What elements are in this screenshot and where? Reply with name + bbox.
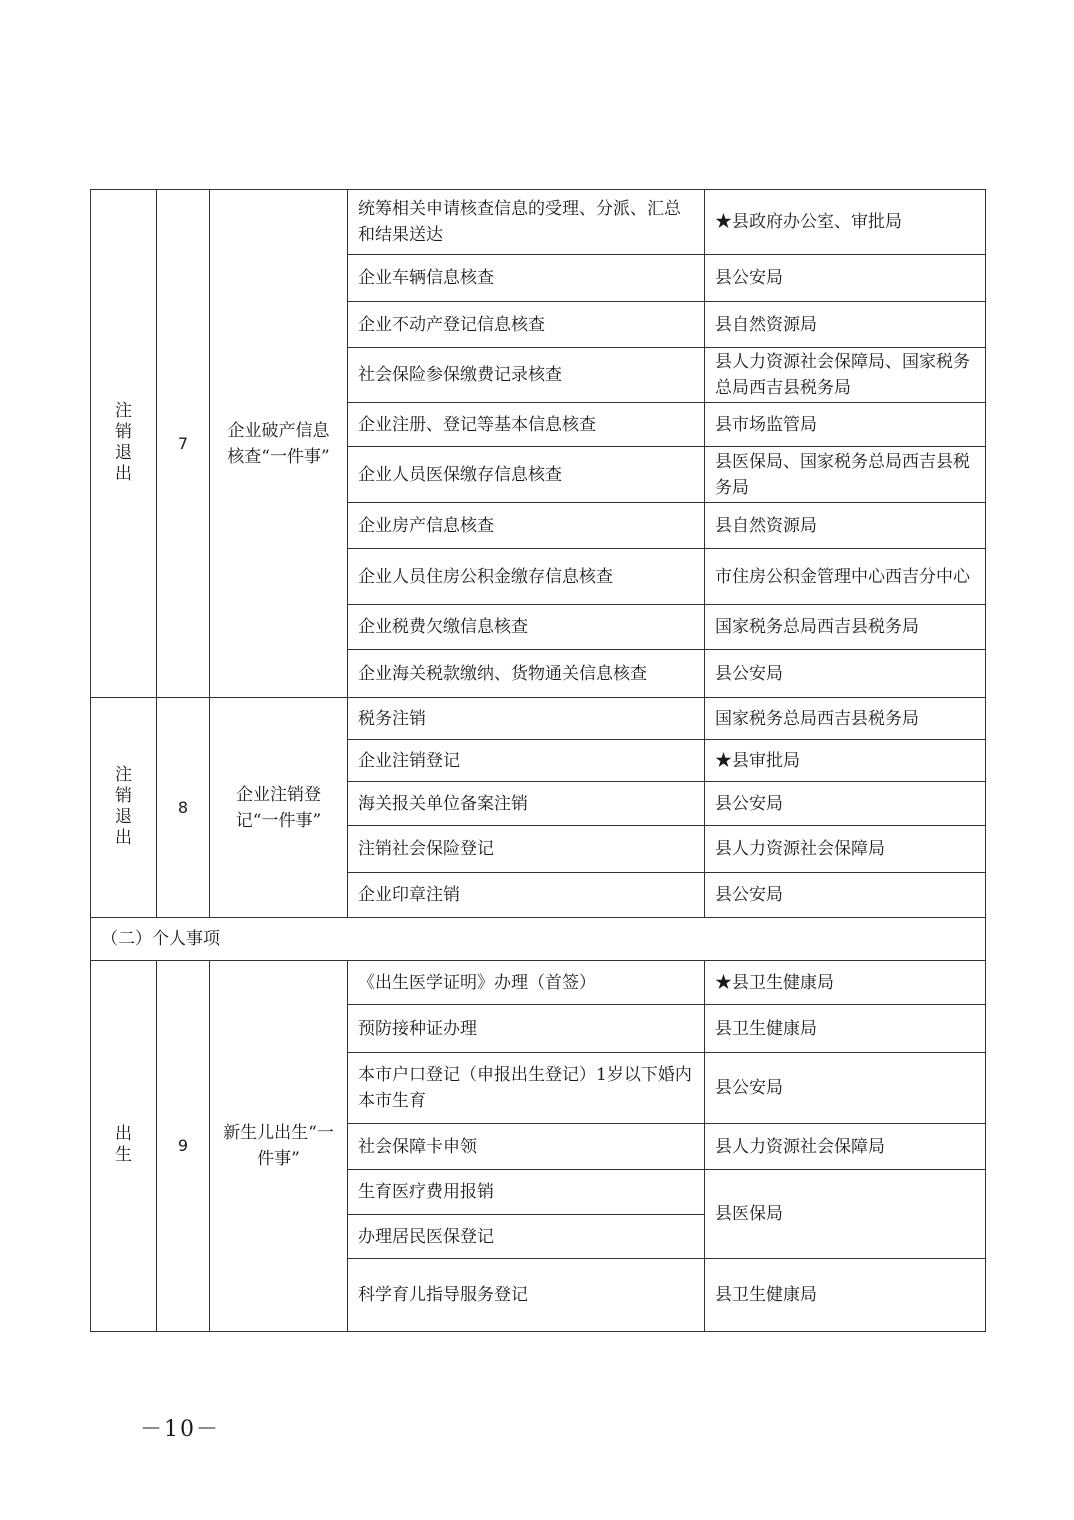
task-cell: 企业车辆信息核查	[348, 255, 705, 302]
task-cell: 企业印章注销	[348, 873, 705, 918]
theme-cell: 企业破产信息核查“一件事”	[210, 190, 348, 698]
dept-cell: 县人力资源社会保障局	[705, 1124, 986, 1170]
task-cell: 办理居民医保登记	[348, 1215, 705, 1259]
dept-cell: 县卫生健康局	[705, 1005, 986, 1053]
task-cell: 预防接种证办理	[348, 1005, 705, 1053]
dept-cell: 县市场监管局	[705, 403, 986, 447]
task-cell: 税务注销	[348, 698, 705, 740]
task-cell: 企业注销登记	[348, 740, 705, 782]
item-number: 8	[157, 698, 210, 918]
dept-cell: 县公安局	[705, 1053, 986, 1124]
category-cell: 注销退出	[91, 190, 157, 698]
task-cell: 生育医疗费用报销	[348, 1170, 705, 1215]
category-cell: 注销退出	[91, 698, 157, 918]
dept-cell: 县自然资源局	[705, 503, 986, 549]
task-cell: 科学育儿指导服务登记	[348, 1259, 705, 1332]
theme-cell: 新生儿出生“一件事”	[210, 961, 348, 1332]
task-cell: 社会保障卡申领	[348, 1124, 705, 1170]
section-label: （二）个人事项	[91, 918, 986, 961]
dept-cell: 国家税务总局西吉县税务局	[705, 698, 986, 740]
dept-cell: 县公安局	[705, 782, 986, 826]
task-cell: 本市户口登记（申报出生登记）1岁以下婚内本市生育	[348, 1053, 705, 1124]
item-number: 9	[157, 961, 210, 1332]
dept-cell: ★县政府办公室、审批局	[705, 190, 986, 255]
task-cell: 统筹相关申请核查信息的受理、分派、汇总和结果送达	[348, 190, 705, 255]
dept-cell: 县人力资源社会保障局、国家税务总局西吉县税务局	[705, 348, 986, 403]
theme-cell: 企业注销登记“一件事”	[210, 698, 348, 918]
section-row	[91, 918, 986, 961]
table-row	[91, 698, 986, 740]
task-cell: 企业人员医保缴存信息核查	[348, 447, 705, 503]
dept-cell: 县公安局	[705, 873, 986, 918]
dept-cell: 市住房公积金管理中心西吉分中心	[705, 549, 986, 605]
task-cell: 企业注册、登记等基本信息核查	[348, 403, 705, 447]
dept-cell: 县医保局	[705, 1170, 986, 1259]
services-table	[90, 189, 986, 1332]
dept-cell: 县公安局	[705, 650, 986, 698]
table-row	[91, 961, 986, 1005]
task-cell: 海关报关单位备案注销	[348, 782, 705, 826]
dept-cell: ★县卫生健康局	[705, 961, 986, 1005]
page-number: －10－	[140, 1417, 220, 1442]
task-cell: 企业海关税款缴纳、货物通关信息核查	[348, 650, 705, 698]
task-cell: 注销社会保险登记	[348, 826, 705, 873]
task-cell: 企业房产信息核查	[348, 503, 705, 549]
item-number: 7	[157, 190, 210, 698]
task-cell: 企业不动产登记信息核查	[348, 302, 705, 348]
task-cell: 社会保险参保缴费记录核查	[348, 348, 705, 403]
table-row	[91, 190, 986, 255]
category-cell: 出生	[91, 961, 157, 1332]
task-cell: 企业人员住房公积金缴存信息核查	[348, 549, 705, 605]
task-cell: 企业税费欠缴信息核查	[348, 605, 705, 650]
dept-cell: 国家税务总局西吉县税务局	[705, 605, 986, 650]
dept-cell: 县公安局	[705, 255, 986, 302]
dept-cell: 县医保局、国家税务总局西吉县税务局	[705, 447, 986, 503]
task-cell: 《出生医学证明》办理（首签）	[348, 961, 705, 1005]
dept-cell: ★县审批局	[705, 740, 986, 782]
dept-cell: 县人力资源社会保障局	[705, 826, 986, 873]
dept-cell: 县自然资源局	[705, 302, 986, 348]
dept-cell: 县卫生健康局	[705, 1259, 986, 1332]
